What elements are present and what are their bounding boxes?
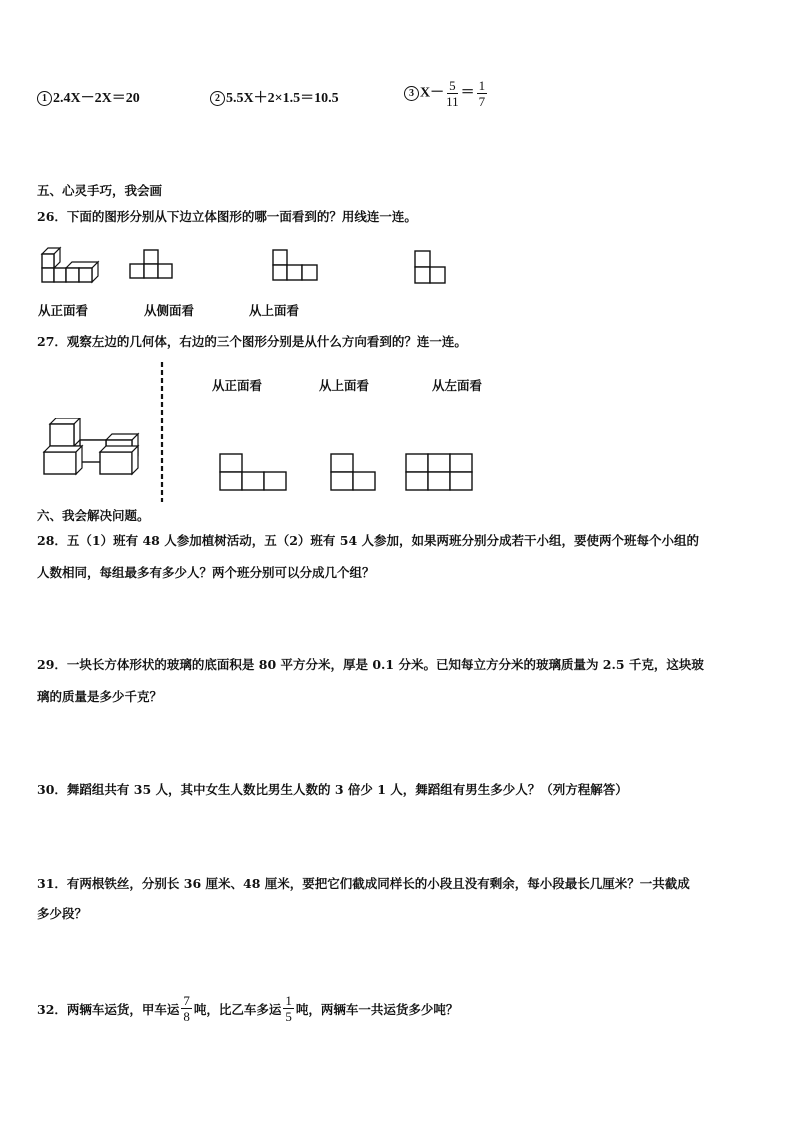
question-29-line2: 璃的质量是多少千克？ xyxy=(37,689,163,704)
question-31-line2: 多少段？ xyxy=(37,906,88,921)
numerator: 5 xyxy=(449,78,456,93)
equation-3 xyxy=(404,78,489,109)
fraction xyxy=(283,993,294,1024)
denominator: 11 xyxy=(446,94,459,109)
view-label-front: 从正面看 xyxy=(38,303,89,318)
view-shape-b xyxy=(271,248,323,286)
cube-solid-figure xyxy=(38,244,100,286)
view-shape-a xyxy=(128,246,180,286)
view-label-front: 从正面看 xyxy=(212,378,263,393)
question-32-part2: 吨，比乙车多运 xyxy=(193,1001,282,1017)
question-32 xyxy=(37,993,458,1024)
question-32-part3: 吨，两辆车一共运货多少吨？ xyxy=(295,1001,459,1017)
view-label-top: 从上面看 xyxy=(319,378,370,393)
section-heading-6: 六、我会解决问题。 xyxy=(37,508,150,523)
question-28-line1: 28．五（1）班有 48 人参加植树活动，五（2）班有 54 人参加，如果两班分别分成若干小组，要使两个班每个小组的 xyxy=(37,533,699,548)
numerator: 1 xyxy=(478,78,486,93)
view-shape-c xyxy=(413,249,449,289)
view-shape-front xyxy=(218,452,290,494)
question-27-text: 27．观察左边的几何体，右边的三个图形分别是从什么方向看到的？连一连。 xyxy=(37,334,467,349)
numerator: 7 xyxy=(183,993,190,1008)
equation-2 xyxy=(210,87,339,107)
view-label-top: 从上面看 xyxy=(249,303,300,318)
geometric-solid-figure xyxy=(40,418,140,478)
question-30-line1: 30．舞蹈组共有 35 人，其中女生人数比男生人数的 3 倍少 1 人，舞蹈组有男生多少人？（列方程解答） xyxy=(37,782,628,797)
fraction xyxy=(181,993,192,1024)
denominator: 5 xyxy=(285,1009,292,1024)
equation-text: 5.5X＋2×1.5＝10.5 xyxy=(226,91,339,106)
denominator: 7 xyxy=(478,94,486,109)
equation-text: 2.4X－2X＝20 xyxy=(53,91,140,106)
equation-1 xyxy=(37,87,140,107)
question-28-line2: 人数相同，每组最多有多少人？两个班分别可以分成几个组？ xyxy=(37,565,375,580)
fraction xyxy=(446,78,459,109)
question-31-line1: 31．有两根铁丝，分别长 36 厘米、48 厘米，要把它们截成同样长的小段且没有剩余，每小段最长几厘米？一共截成 xyxy=(37,876,690,891)
number-circle: 2 xyxy=(210,91,225,106)
view-label-side: 从侧面看 xyxy=(144,303,195,318)
denominator: 8 xyxy=(183,1009,190,1024)
section-heading-5: 五、心灵手巧，我会画 xyxy=(37,183,163,198)
equals-sign: ＝ xyxy=(460,85,475,101)
question-26-text: 26．下面的图形分别从下边立体图形的哪一面看到的？用线连一连。 xyxy=(37,209,417,224)
numerator: 1 xyxy=(285,993,292,1008)
dashed-divider xyxy=(159,362,165,502)
question-32-part1: 32．两辆车运货，甲车运 xyxy=(37,1001,180,1017)
number-circle: 1 xyxy=(37,91,52,106)
view-label-left: 从左面看 xyxy=(432,378,483,393)
fraction xyxy=(477,78,488,109)
view-shape-left xyxy=(404,452,476,494)
view-shape-top xyxy=(329,452,379,494)
equation-prefix: X－ xyxy=(420,85,445,101)
number-circle: 3 xyxy=(404,86,419,101)
question-29-line1: 29．一块长方体形状的玻璃的底面积是 80 平方分米，厚是 0.1 分米。已知每立方分米的玻璃质量为 2.5 千克，这块玻 xyxy=(37,657,704,672)
